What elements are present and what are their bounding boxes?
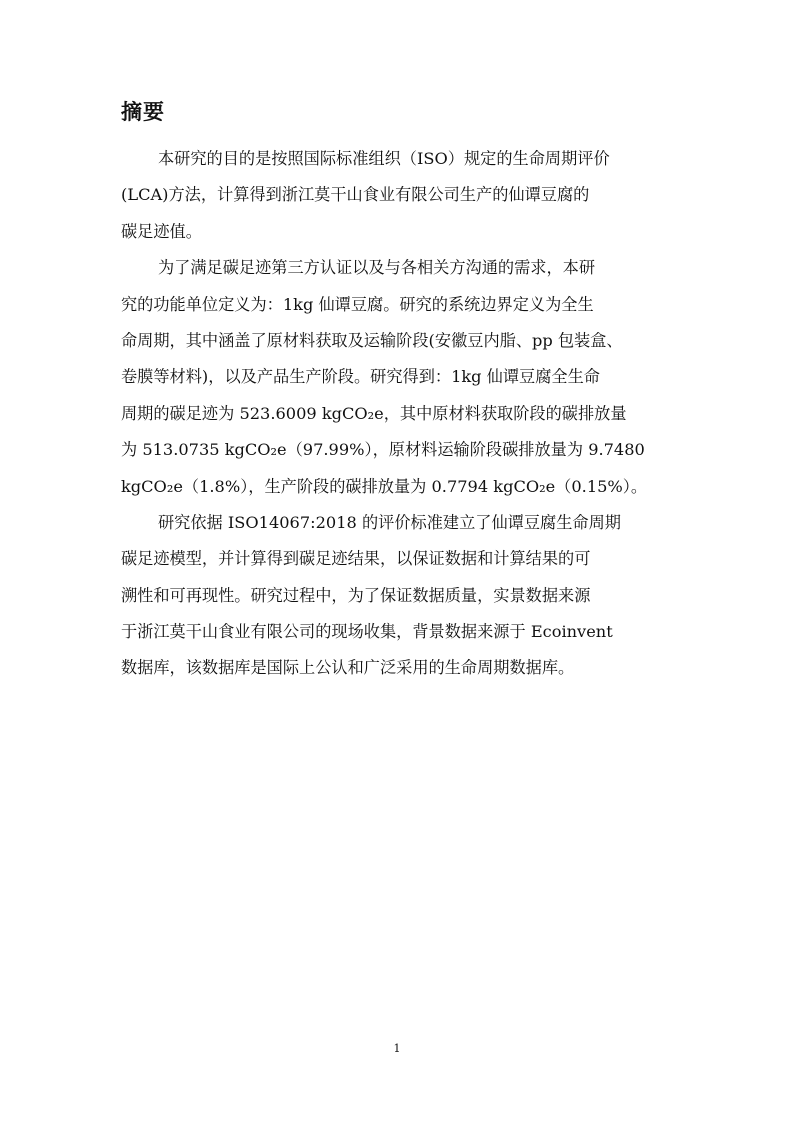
text-line: 碳足迹值。 <box>121 221 202 241</box>
text-line: 为 513.0735 kgCO₂e（97.99%），原材料运输阶段碳排放量为 9.7480 <box>121 440 645 460</box>
text-line: 命周期，其中涵盖了原材料获取及运输阶段(安徽豆内脂、pp 包装盒、 <box>121 330 623 350</box>
text-line: 研究依据 ISO14067:2018 的评价标准建立了仙谭豆腐生命周期 <box>158 512 621 532</box>
page-title: 摘要 <box>121 99 165 124</box>
paragraph-method <box>121 505 681 687</box>
text-line: 究的功能单位定义为：1kg 仙谭豆腐。研究的系统边界定义为全生 <box>121 294 594 314</box>
abstract-body <box>121 141 681 687</box>
text-line: 碳足迹模型，并计算得到碳足迹结果，以保证数据和计算结果的可 <box>121 549 591 569</box>
paragraph-purpose <box>121 141 681 250</box>
paragraph-results <box>121 250 681 505</box>
page-number: 1 <box>393 1042 401 1055</box>
text-line: 溯性和可再现性。研究过程中，为了保证数据质量，实景数据来源 <box>121 585 591 605</box>
text-line: (LCA)方法，计算得到浙江莫干山食业有限公司生产的仙谭豆腐的 <box>121 185 590 205</box>
text-line: 本研究的目的是按照国际标准组织（ISO）规定的生命周期评价 <box>158 149 610 168</box>
text-line: 数据库，该数据库是国际上公认和广泛采用的生命周期数据库。 <box>121 658 575 678</box>
text-line: 卷膜等材料)，以及产品生产阶段。研究得到：1kg 仙谭豆腐全生命 <box>121 367 600 387</box>
text-line: 于浙江莫干山食业有限公司的现场收集，背景数据来源于 Ecoinvent <box>121 622 613 642</box>
text-line: kgCO₂e（1.8%），生产阶段的碳排放量为 0.7794 kgCO₂e（0.15%）。 <box>121 476 648 496</box>
text-line: 周期的碳足迹为 523.6009 kgCO₂e，其中原材料获取阶段的碳排放量 <box>121 403 627 423</box>
text-line: 为了满足碳足迹第三方认证以及与各相关方沟通的需求，本研 <box>158 258 596 278</box>
